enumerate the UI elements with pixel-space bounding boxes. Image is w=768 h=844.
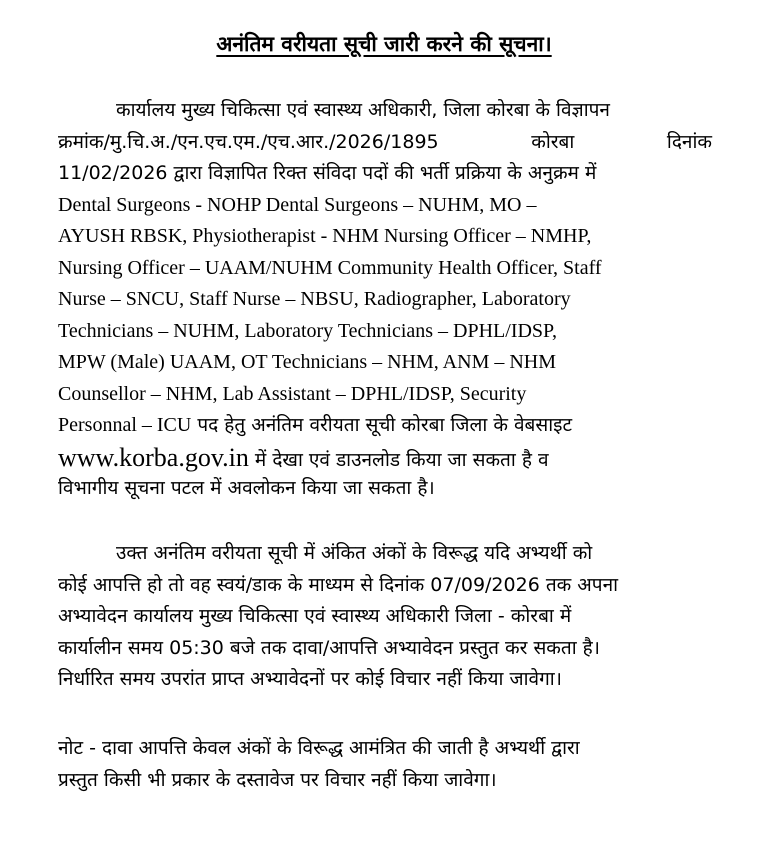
p2-line-2: कोई आपत्ति हो तो वह स्वयं/डाक के माध्यम से दिनांक 07/09/2026 तक अपना — [58, 573, 619, 596]
p1-line-2 — [58, 127, 712, 159]
p1-line-12 — [58, 442, 712, 474]
notice-paragraph-3 — [58, 733, 712, 796]
notice-title: अनंतिम वरीयता सूची जारी करने की सूचना। — [216, 32, 552, 56]
note-line-2: प्रस्तुत किसी भी प्रकार के दस्तावेज पर विचार नहीं किया जावेगा। — [58, 768, 497, 791]
p1-line-9: MPW (Male) UAAM, OT Technicians – NHM, ANM – NHM — [58, 351, 557, 373]
p2-line-5: निर्धारित समय उपरांत प्राप्त अभ्यावेदनों पर कोई विचार नहीं किया जावेगा। — [58, 668, 562, 690]
p1-date-word: दिनांक — [666, 130, 712, 153]
p1-line-11 — [58, 410, 712, 442]
p2-line-3: अभ्यावेदन कार्यालय मुख्य चिकित्सा एवं स्वास्थ्य अधिकारी जिला - कोरबा में — [58, 605, 572, 627]
advertisement-number: क्रमांक/मु.चि.अ./एन.एच.एम./एच.आर./2026/1895 — [58, 130, 439, 153]
p1-korba-word: कोरबा — [531, 130, 575, 153]
note-line-1: नोट - दावा आपत्ति केवल अंकों के विरूद्ध आमंत्रित की जाती है अभ्यर्थी द्वारा — [58, 737, 580, 759]
website-link[interactable]: www.korba.gov.in — [58, 442, 249, 472]
p2-line-4: कार्यालीन समय 05:30 बजे तक दावा/आपत्ति अभ्यावेदन प्रस्तुत कर सकता है। — [58, 636, 600, 659]
p1-line-5: AYUSH RBSK, Physiotherapist - NHM Nursing Officer – NMHP, — [58, 225, 592, 247]
notice-paragraph-2 — [58, 538, 712, 696]
notice-paragraph-1 — [58, 95, 712, 505]
p2-line-1: उक्त अनंतिम वरीयता सूची में अंकित अंकों के विरूद्ध यदि अभ्यर्थी को — [116, 542, 593, 564]
p1-line-6: Nursing Officer – UAAM/NUHM Community Health Officer, Staff — [58, 256, 602, 279]
p1-line-10: Counsellor – NHM, Lab Assistant – DPHL/IDSP, Security — [58, 382, 527, 405]
p1-line-8: Technicians – NUHM, Laboratory Technicians – DPHL/IDSP, — [58, 319, 557, 342]
p1-line-11-english: Personnal – ICU — [58, 414, 192, 436]
p1-line-1: कार्यालय मुख्य चिकित्सा एवं स्वास्थ्य अधिकारी, जिला कोरबा के विज्ञापन — [116, 99, 610, 121]
p1-line-12-hindi: में देखा एवं डाउनलोड किया जा सकता है व — [248, 448, 549, 471]
p1-line-7: Nurse – SNCU, Staff Nurse – NBSU, Radiographer, Laboratory — [58, 288, 571, 310]
p1-line-4: Dental Surgeons - NOHP Dental Surgeons – NUHM, MO – — [58, 193, 537, 216]
p1-line-3: 11/02/2026 द्वारा विज्ञापित रिक्त संविदा पदों की भर्ती प्रक्रिया के अनुक्रम में — [58, 162, 597, 184]
p1-line-13: विभागीय सूचना पटल में अवलोकन किया जा सकता है। — [58, 477, 435, 499]
p1-line-11-hindi: पद हेतु अनंतिम वरीयता सूची कोरबा जिला के वेबसाइट — [191, 414, 573, 436]
